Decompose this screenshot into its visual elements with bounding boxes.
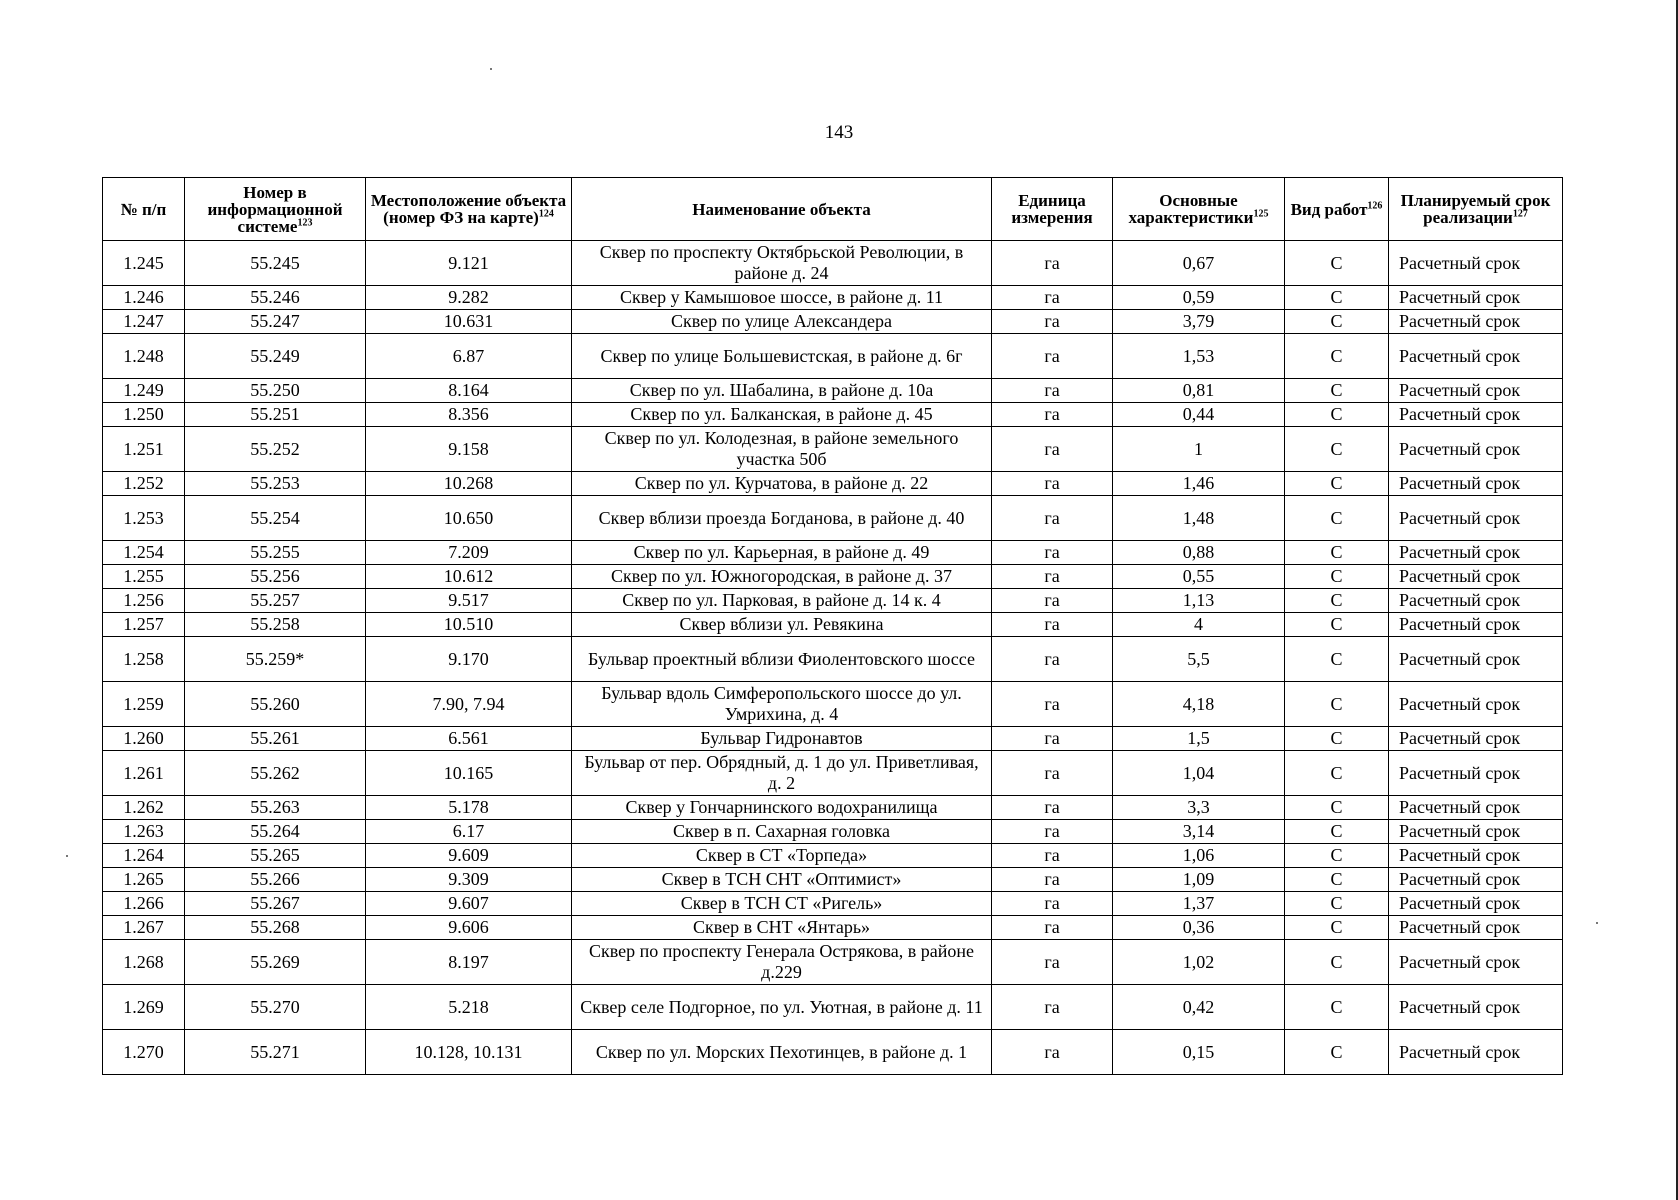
cell-location: 8.164 — [366, 379, 572, 403]
table-row — [103, 820, 1563, 844]
cell-number: 1.246 — [103, 286, 185, 310]
objects-table — [102, 177, 1563, 1075]
cell-work-type: С — [1285, 637, 1389, 682]
cell-system-number: 55.258 — [185, 613, 366, 637]
cell-characteristics: 3,14 — [1113, 820, 1285, 844]
cell-number: 1.262 — [103, 796, 185, 820]
cell-number: 1.270 — [103, 1030, 185, 1075]
header-col-name: Наименование объекта — [572, 178, 992, 241]
table-row — [103, 796, 1563, 820]
cell-name: Сквер по ул. Парковая, в районе д. 14 к. 4 — [572, 589, 992, 613]
cell-system-number: 55.265 — [185, 844, 366, 868]
cell-location: 8.356 — [366, 403, 572, 427]
cell-term: Расчетный срок — [1389, 589, 1563, 613]
cell-work-type: С — [1285, 565, 1389, 589]
cell-work-type: С — [1285, 1030, 1389, 1075]
cell-work-type: С — [1285, 940, 1389, 985]
cell-unit: га — [992, 427, 1113, 472]
cell-characteristics: 0,88 — [1113, 541, 1285, 565]
cell-characteristics: 1,46 — [1113, 472, 1285, 496]
cell-unit: га — [992, 940, 1113, 985]
cell-work-type: С — [1285, 403, 1389, 427]
cell-work-type: С — [1285, 496, 1389, 541]
cell-work-type: С — [1285, 844, 1389, 868]
cell-name: Сквер в ТСН СТ «Ригель» — [572, 892, 992, 916]
cell-system-number: 55.247 — [185, 310, 366, 334]
cell-work-type: С — [1285, 682, 1389, 727]
table-row — [103, 241, 1563, 286]
cell-location: 9.282 — [366, 286, 572, 310]
cell-term: Расчетный срок — [1389, 403, 1563, 427]
cell-system-number: 55.266 — [185, 868, 366, 892]
cell-system-number: 55.270 — [185, 985, 366, 1030]
cell-system-number: 55.254 — [185, 496, 366, 541]
cell-name: Сквер у Гончарнинского водохранилища — [572, 796, 992, 820]
cell-term: Расчетный срок — [1389, 637, 1563, 682]
cell-name: Бульвар вдоль Симферопольского шоссе до ул. Умрихина, д. 4 — [572, 682, 992, 727]
cell-characteristics: 1,04 — [1113, 751, 1285, 796]
cell-system-number: 55.253 — [185, 472, 366, 496]
cell-term: Расчетный срок — [1389, 796, 1563, 820]
cell-characteristics: 1,09 — [1113, 868, 1285, 892]
table-row — [103, 751, 1563, 796]
cell-work-type: С — [1285, 751, 1389, 796]
cell-system-number: 55.250 — [185, 379, 366, 403]
cell-term: Расчетный срок — [1389, 820, 1563, 844]
cell-characteristics: 1,53 — [1113, 334, 1285, 379]
cell-unit: га — [992, 868, 1113, 892]
cell-unit: га — [992, 310, 1113, 334]
cell-name: Сквер по ул. Колодезная, в районе земельного участка 50б — [572, 427, 992, 472]
cell-number: 1.260 — [103, 727, 185, 751]
cell-number: 1.267 — [103, 916, 185, 940]
table-row — [103, 985, 1563, 1030]
header-col-work-type: Вид работ$^{126}$ — [1285, 178, 1389, 241]
cell-term: Расчетный срок — [1389, 985, 1563, 1030]
cell-unit: га — [992, 682, 1113, 727]
cell-unit: га — [992, 403, 1113, 427]
cell-work-type: С — [1285, 868, 1389, 892]
cell-name: Сквер вблизи ул. Ревякина — [572, 613, 992, 637]
cell-name: Сквер в ТСН СНТ «Оптимист» — [572, 868, 992, 892]
cell-work-type: С — [1285, 589, 1389, 613]
table-row — [103, 637, 1563, 682]
cell-characteristics: 5,5 — [1113, 637, 1285, 682]
cell-system-number: 55.249 — [185, 334, 366, 379]
cell-name: Сквер по ул. Балканская, в районе д. 45 — [572, 403, 992, 427]
cell-location: 9.121 — [366, 241, 572, 286]
cell-location: 5.218 — [366, 985, 572, 1030]
cell-location: 10.165 — [366, 751, 572, 796]
cell-location: 9.609 — [366, 844, 572, 868]
cell-number: 1.253 — [103, 496, 185, 541]
table-row — [103, 286, 1563, 310]
cell-location: 10.268 — [366, 472, 572, 496]
cell-characteristics: 0,15 — [1113, 1030, 1285, 1075]
cell-work-type: С — [1285, 310, 1389, 334]
cell-term: Расчетный срок — [1389, 727, 1563, 751]
cell-name: Сквер в п. Сахарная головка — [572, 820, 992, 844]
cell-unit: га — [992, 985, 1113, 1030]
cell-term: Расчетный срок — [1389, 844, 1563, 868]
cell-name: Сквер по ул. Курчатова, в районе д. 22 — [572, 472, 992, 496]
cell-name: Сквер вблизи проезда Богданова, в районе д. 40 — [572, 496, 992, 541]
cell-unit: га — [992, 820, 1113, 844]
cell-location: 7.90, 7.94 — [366, 682, 572, 727]
cell-term: Расчетный срок — [1389, 286, 1563, 310]
header-col-term: Планируемый срок реализации$^{127}$ — [1389, 178, 1563, 241]
cell-work-type: С — [1285, 985, 1389, 1030]
table-body — [103, 241, 1563, 1075]
header-col-location: Местоположение объекта (номер ФЗ на карте)$^{124}$ — [366, 178, 572, 241]
cell-unit: га — [992, 472, 1113, 496]
cell-name: Сквер у Камышовое шоссе, в районе д. 11 — [572, 286, 992, 310]
cell-work-type: С — [1285, 334, 1389, 379]
cell-characteristics: 0,59 — [1113, 286, 1285, 310]
cell-characteristics: 1,48 — [1113, 496, 1285, 541]
table-row — [103, 682, 1563, 727]
scan-speck — [490, 68, 492, 70]
cell-unit: га — [992, 916, 1113, 940]
cell-number: 1.256 — [103, 589, 185, 613]
cell-work-type: С — [1285, 613, 1389, 637]
cell-number: 1.268 — [103, 940, 185, 985]
cell-name: Бульвар от пер. Обрядный, д. 1 до ул. Приветливая, д. 2 — [572, 751, 992, 796]
cell-characteristics: 1,02 — [1113, 940, 1285, 985]
cell-location: 6.17 — [366, 820, 572, 844]
cell-unit: га — [992, 637, 1113, 682]
cell-system-number: 55.271 — [185, 1030, 366, 1075]
cell-term: Расчетный срок — [1389, 310, 1563, 334]
cell-system-number: 55.255 — [185, 541, 366, 565]
cell-location: 10.650 — [366, 496, 572, 541]
cell-number: 1.247 — [103, 310, 185, 334]
cell-unit: га — [992, 589, 1113, 613]
cell-system-number: 55.256 — [185, 565, 366, 589]
cell-system-number: 55.269 — [185, 940, 366, 985]
cell-characteristics: 1,06 — [1113, 844, 1285, 868]
cell-unit: га — [992, 565, 1113, 589]
cell-term: Расчетный срок — [1389, 334, 1563, 379]
cell-unit: га — [992, 751, 1113, 796]
scan-speck — [1596, 922, 1598, 924]
cell-work-type: С — [1285, 541, 1389, 565]
table-row — [103, 916, 1563, 940]
cell-number: 1.259 — [103, 682, 185, 727]
cell-location: 10.510 — [366, 613, 572, 637]
cell-location: 10.631 — [366, 310, 572, 334]
cell-system-number: 55.251 — [185, 403, 366, 427]
table-row — [103, 868, 1563, 892]
cell-number: 1.254 — [103, 541, 185, 565]
cell-name: Сквер в СНТ «Янтарь» — [572, 916, 992, 940]
cell-system-number: 55.261 — [185, 727, 366, 751]
cell-characteristics: 0,36 — [1113, 916, 1285, 940]
table-row — [103, 472, 1563, 496]
cell-location: 9.158 — [366, 427, 572, 472]
cell-term: Расчетный срок — [1389, 868, 1563, 892]
cell-characteristics: 0,55 — [1113, 565, 1285, 589]
cell-name: Сквер по улице Александера — [572, 310, 992, 334]
cell-characteristics: 1,13 — [1113, 589, 1285, 613]
cell-term: Расчетный срок — [1389, 751, 1563, 796]
table-row — [103, 541, 1563, 565]
page-number: 143 — [824, 122, 854, 143]
cell-location: 9.309 — [366, 868, 572, 892]
cell-characteristics: 3,79 — [1113, 310, 1285, 334]
cell-characteristics: 4 — [1113, 613, 1285, 637]
cell-location: 10.128, 10.131 — [366, 1030, 572, 1075]
cell-number: 1.269 — [103, 985, 185, 1030]
cell-system-number: 55.245 — [185, 241, 366, 286]
table-row — [103, 613, 1563, 637]
table-row — [103, 940, 1563, 985]
cell-characteristics: 1,5 — [1113, 727, 1285, 751]
cell-unit: га — [992, 541, 1113, 565]
cell-name: Сквер по ул. Морских Пехотинцев, в районе д. 1 — [572, 1030, 992, 1075]
cell-term: Расчетный срок — [1389, 427, 1563, 472]
cell-term: Расчетный срок — [1389, 541, 1563, 565]
cell-unit: га — [992, 844, 1113, 868]
cell-number: 1.265 — [103, 868, 185, 892]
cell-system-number: 55.257 — [185, 589, 366, 613]
cell-location: 9.606 — [366, 916, 572, 940]
cell-name: Сквер селе Подгорное, по ул. Уютная, в районе д. 11 — [572, 985, 992, 1030]
header-col-characteristics: Основные характеристики$^{125}$ — [1113, 178, 1285, 241]
table-row — [103, 310, 1563, 334]
cell-characteristics: 0,67 — [1113, 241, 1285, 286]
cell-number: 1.264 — [103, 844, 185, 868]
table-row — [103, 589, 1563, 613]
cell-term: Расчетный срок — [1389, 565, 1563, 589]
cell-work-type: С — [1285, 379, 1389, 403]
cell-system-number: 55.260 — [185, 682, 366, 727]
cell-term: Расчетный срок — [1389, 682, 1563, 727]
cell-name: Сквер по улице Большевистская, в районе д. 6г — [572, 334, 992, 379]
cell-term: Расчетный срок — [1389, 916, 1563, 940]
cell-number: 1.263 — [103, 820, 185, 844]
cell-work-type: С — [1285, 727, 1389, 751]
header-col-number: № п/п — [103, 178, 185, 241]
cell-system-number: 55.252 — [185, 427, 366, 472]
cell-location: 5.178 — [366, 796, 572, 820]
cell-term: Расчетный срок — [1389, 472, 1563, 496]
cell-unit: га — [992, 241, 1113, 286]
cell-location: 9.517 — [366, 589, 572, 613]
cell-unit: га — [992, 496, 1113, 541]
cell-characteristics: 0,44 — [1113, 403, 1285, 427]
cell-term: Расчетный срок — [1389, 940, 1563, 985]
cell-term: Расчетный срок — [1389, 892, 1563, 916]
cell-number: 1.252 — [103, 472, 185, 496]
cell-work-type: С — [1285, 286, 1389, 310]
cell-system-number: 55.262 — [185, 751, 366, 796]
cell-work-type: С — [1285, 892, 1389, 916]
cell-number: 1.248 — [103, 334, 185, 379]
cell-location: 10.612 — [366, 565, 572, 589]
cell-number: 1.250 — [103, 403, 185, 427]
cell-characteristics: 1,37 — [1113, 892, 1285, 916]
table-row — [103, 334, 1563, 379]
cell-term: Расчетный срок — [1389, 379, 1563, 403]
header-col-unit: Единица измерения — [992, 178, 1113, 241]
table-row — [103, 403, 1563, 427]
cell-term: Расчетный срок — [1389, 613, 1563, 637]
cell-unit: га — [992, 613, 1113, 637]
table-row — [103, 496, 1563, 541]
cell-unit: га — [992, 892, 1113, 916]
cell-unit: га — [992, 1030, 1113, 1075]
cell-unit: га — [992, 379, 1113, 403]
cell-work-type: С — [1285, 820, 1389, 844]
cell-location: 7.209 — [366, 541, 572, 565]
cell-name: Сквер в СТ «Торпеда» — [572, 844, 992, 868]
table-row — [103, 727, 1563, 751]
table-row — [103, 844, 1563, 868]
cell-system-number: 55.259* — [185, 637, 366, 682]
cell-number: 1.251 — [103, 427, 185, 472]
cell-name: Сквер по ул. Шабалина, в районе д. 10а — [572, 379, 992, 403]
cell-system-number: 55.264 — [185, 820, 366, 844]
cell-term: Расчетный срок — [1389, 241, 1563, 286]
table-row — [103, 427, 1563, 472]
cell-location: 9.607 — [366, 892, 572, 916]
cell-number: 1.258 — [103, 637, 185, 682]
cell-work-type: С — [1285, 472, 1389, 496]
cell-name: Бульвар проектный вблизи Фиолентовского шоссе — [572, 637, 992, 682]
cell-number: 1.261 — [103, 751, 185, 796]
cell-unit: га — [992, 796, 1113, 820]
cell-location: 6.87 — [366, 334, 572, 379]
cell-location: 8.197 — [366, 940, 572, 985]
cell-system-number: 55.268 — [185, 916, 366, 940]
cell-system-number: 55.267 — [185, 892, 366, 916]
cell-characteristics: 4,18 — [1113, 682, 1285, 727]
cell-name: Сквер по проспекту Октябрьской Революции, в районе д. 24 — [572, 241, 992, 286]
cell-system-number: 55.263 — [185, 796, 366, 820]
cell-location: 6.561 — [366, 727, 572, 751]
cell-number: 1.245 — [103, 241, 185, 286]
cell-number: 1.255 — [103, 565, 185, 589]
header-col-system-number: Номер в информационной системе$^{123}$ — [185, 178, 366, 241]
table-row — [103, 892, 1563, 916]
cell-work-type: С — [1285, 916, 1389, 940]
scan-speck — [66, 855, 68, 857]
cell-term: Расчетный срок — [1389, 496, 1563, 541]
cell-number: 1.249 — [103, 379, 185, 403]
table-row — [103, 1030, 1563, 1075]
cell-location: 9.170 — [366, 637, 572, 682]
table-row — [103, 379, 1563, 403]
cell-name: Сквер по ул. Карьерная, в районе д. 49 — [572, 541, 992, 565]
table-row — [103, 565, 1563, 589]
cell-name: Сквер по проспекту Генерала Острякова, в районе д.229 — [572, 940, 992, 985]
cell-term: Расчетный срок — [1389, 1030, 1563, 1075]
cell-work-type: С — [1285, 796, 1389, 820]
cell-unit: га — [992, 286, 1113, 310]
cell-characteristics: 0,42 — [1113, 985, 1285, 1030]
cell-name: Сквер по ул. Южногородская, в районе д. 37 — [572, 565, 992, 589]
cell-unit: га — [992, 334, 1113, 379]
cell-name: Бульвар Гидронавтов — [572, 727, 992, 751]
cell-number: 1.266 — [103, 892, 185, 916]
cell-system-number: 55.246 — [185, 286, 366, 310]
cell-work-type: С — [1285, 427, 1389, 472]
cell-number: 1.257 — [103, 613, 185, 637]
cell-characteristics: 0,81 — [1113, 379, 1285, 403]
cell-characteristics: 3,3 — [1113, 796, 1285, 820]
cell-characteristics: 1 — [1113, 427, 1285, 472]
cell-unit: га — [992, 727, 1113, 751]
cell-work-type: С — [1285, 241, 1389, 286]
table-header-row — [103, 178, 1563, 241]
